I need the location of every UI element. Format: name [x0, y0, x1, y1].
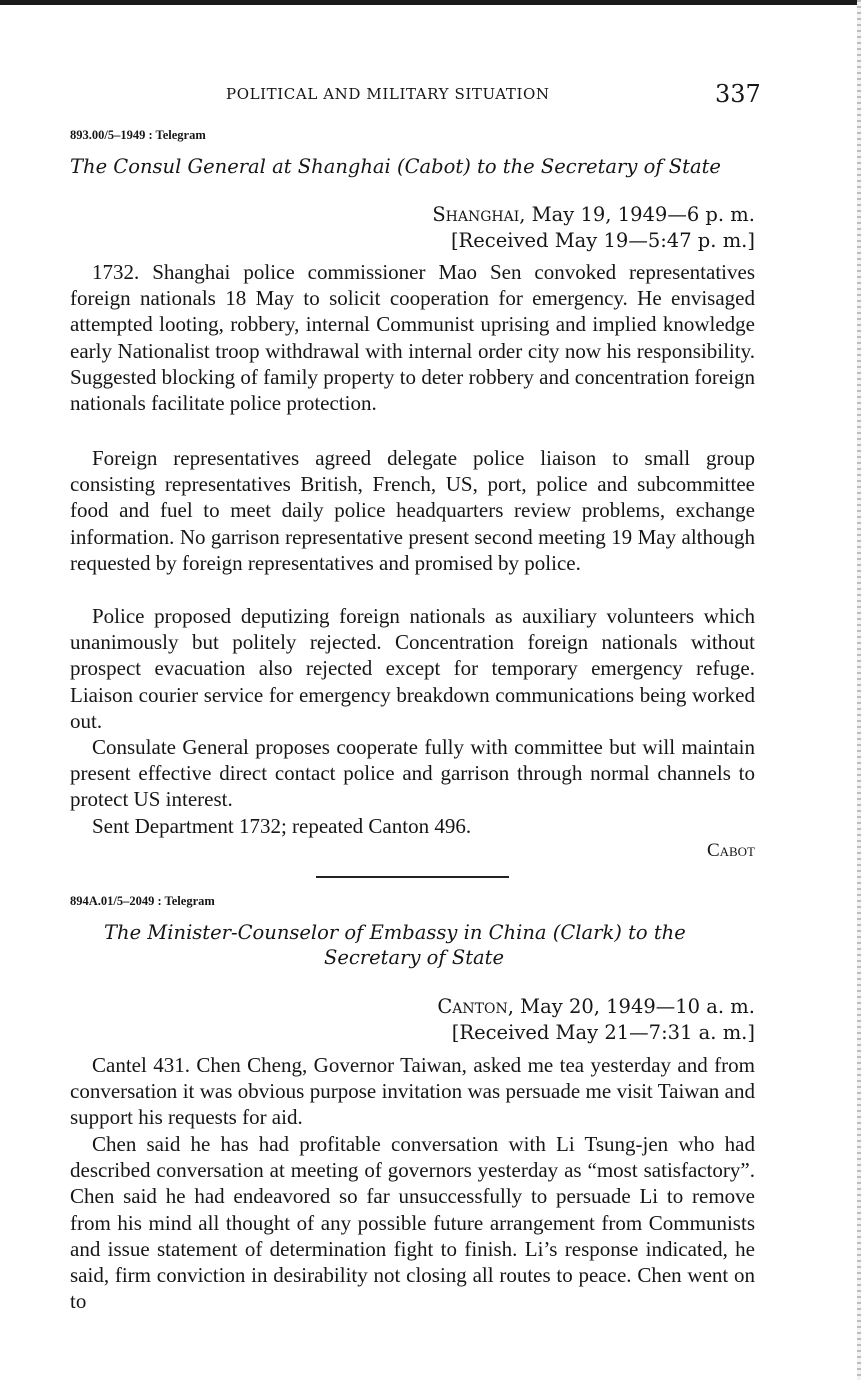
running-head: POLITICAL AND MILITARY SITUATION [226, 85, 550, 103]
doc2-title-line2: Secretary of State [324, 946, 505, 969]
doc1-title: The Consul General at Shanghai (Cabot) to the Secretary of State [70, 155, 721, 178]
doc1-paragraph-2: Foreign representatives agreed delegate police liaison to small group consisting representatives British, French, US, port, police and subcommittee food and fuel to meet daily police headquarters review problems, exchange information. No garrison representative present second meeting 19 May although requested by foreign representatives and promised by police. [70, 446, 755, 575]
doc2-paragraph-2: Chen said he has had profitable conversation with Li Tsung-jen who had described conversation at meeting of governors yesterday as “most satisfactory”. Chen said he had endeavored so far unsuccessfully to persuade Li to remove from his mind all thought of any possible future arrangement from Communists and issue statement of determination fight to finish. Li’s response indicated, he said, firm conviction in desirability not closing all routes to peace. Chen went on to [70, 1132, 755, 1314]
separator-rule [316, 876, 509, 878]
top-border [0, 0, 861, 5]
doc2-dateline [437, 995, 755, 1018]
doc2-dateline-rest: , May 20, 1949—10 a. m. [507, 995, 755, 1018]
doc2-paragraph-1: Cantel 431. Chen Cheng, Governor Taiwan, asked me tea yesterday and from conversation it was obvious purpose invitation was persuade me visit Taiwan and support his requests for aid. [70, 1053, 755, 1130]
doc1-paragraph-5: Sent Department 1732; repeated Canton 496. [92, 814, 472, 838]
doc2-dateline-place: Canton [437, 995, 508, 1018]
doc1-dateline-rest: , May 19, 1949—6 p. m. [519, 203, 755, 226]
doc2-title-line1: The Minister-Counselor of Embassy in China (Clark) to the [104, 921, 686, 944]
doc1-file-ref: 893.00/5–1949 : Telegram [70, 128, 206, 142]
doc1-received: [Received May 19—5:47 p. m.] [450, 229, 755, 252]
doc2-received: [Received May 21—7:31 a. m.] [451, 1021, 755, 1044]
doc1-paragraph-4: Consulate General proposes cooperate fully with committee but will maintain present effective direct contact police and garrison through normal channels to protect US interest. [70, 735, 755, 812]
doc1-dateline [432, 203, 755, 226]
doc1-signature: Cabot [706, 840, 755, 861]
doc1-paragraph-3: Police proposed deputizing foreign nationals as auxiliary volunteers which unanimously but politely rejected. Concentration foreign nationals without prospect evacuation also rejected except for temporary emergency refuge. Liaison courier service for emergency breakdown communications being worked out. [70, 604, 755, 733]
doc2-file-ref: 894A.01/5–2049 : Telegram [70, 894, 215, 908]
page-number: 337 [715, 80, 761, 108]
doc1-dateline-place: Shanghai [432, 203, 520, 226]
page-edge [857, 0, 861, 1380]
doc1-paragraph-1: 1732. Shanghai police commissioner Mao Sen convoked representatives foreign nationals 18 May to solicit cooperation for emergency. He envisaged attempted looting, robbery, internal Communist uprising and implied knowledge early Nationalist troop withdrawal with internal order city now his responsibility. Suggested blocking of family property to deter robbery and concentration foreign nationals facilitate police protection. [70, 260, 755, 416]
